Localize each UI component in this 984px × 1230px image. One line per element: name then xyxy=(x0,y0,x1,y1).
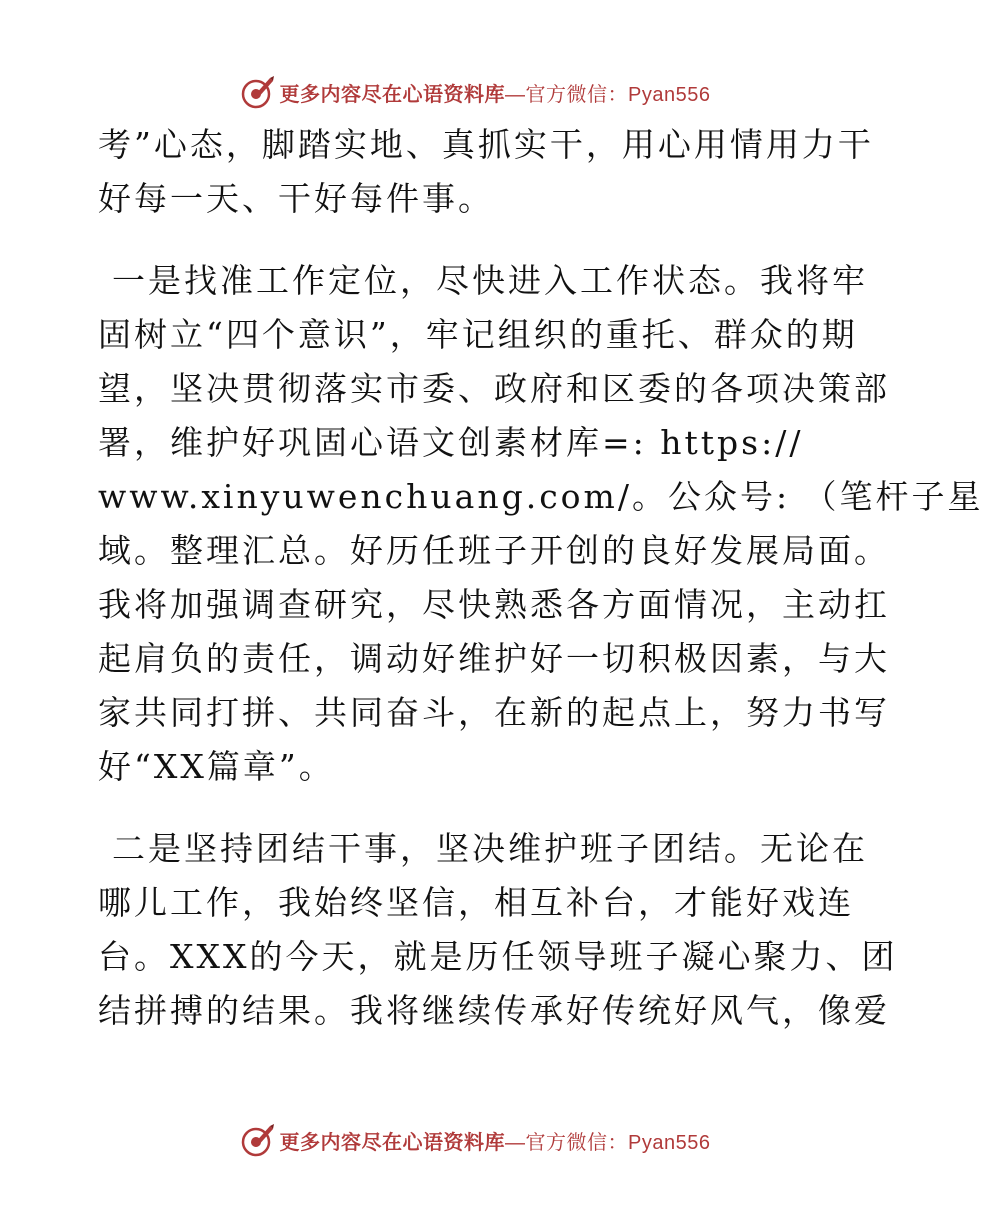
text-line: 固树立“四个意识”，牢记组织的重托、群众的期 xyxy=(98,315,858,354)
text-line: 望，坚决贯彻落实市委、政府和区委的各项决策部 xyxy=(98,369,890,408)
body-text xyxy=(98,118,984,1038)
text-line: 考”心态，脚踏实地、真抓实干，用心用情用力干 xyxy=(98,125,874,164)
quill-pen-emblem-icon xyxy=(240,1122,276,1158)
text-line: 好“XX篇章”。 xyxy=(98,747,335,786)
quill-pen-emblem-icon xyxy=(240,74,276,110)
text-line: www.xinyuwenchuang.com/。公众号: （笔杆子星 xyxy=(98,477,984,516)
text-line: 一是找准工作定位，尽快进入工作状态。我将牢 xyxy=(112,261,868,300)
text-line: 结拼搏的结果。我将继续传承好传统好风气，像爱 xyxy=(98,991,890,1030)
text-line: 二是坚持团结干事，坚决维护班子团结。无论在 xyxy=(112,829,868,868)
text-line: 起肩负的责任，调动好维护好一切积极因素，与大 xyxy=(98,639,890,678)
watermark-separator: — xyxy=(505,1131,526,1154)
text-line: 署，维护好巩固心语文创素材库=: https:// xyxy=(98,423,804,462)
text-line: 域。整理汇总。好历任班子开创的良好发展局面。 xyxy=(98,531,890,570)
watermark-contact: 官方微信：Pyan556 xyxy=(525,1131,711,1154)
paragraph xyxy=(98,254,984,794)
watermark-separator: — xyxy=(505,83,526,106)
watermark-text xyxy=(280,78,711,107)
watermark-text xyxy=(280,1126,711,1155)
watermark-site: 更多内容尽在心语资料库 xyxy=(279,1131,506,1154)
paragraph xyxy=(98,118,874,226)
paragraph xyxy=(98,822,898,1038)
text-line: 家共同打拼、共同奋斗，在新的起点上，努力书写 xyxy=(98,693,890,732)
text-line: 好每一天、干好每件事。 xyxy=(98,179,494,218)
watermark-site: 更多内容尽在心语资料库 xyxy=(279,83,506,106)
text-line: 我将加强调查研究，尽快熟悉各方面情况，主动扛 xyxy=(98,585,890,624)
text-line: 台。XXX的今天，就是历任领导班子凝心聚力、团 xyxy=(98,937,898,976)
footer-watermark xyxy=(0,1120,950,1160)
text-line: 哪儿工作，我始终坚信，相互补台，才能好戏连 xyxy=(98,883,854,922)
watermark-contact: 官方微信：Pyan556 xyxy=(525,83,711,106)
header-watermark xyxy=(0,72,950,112)
